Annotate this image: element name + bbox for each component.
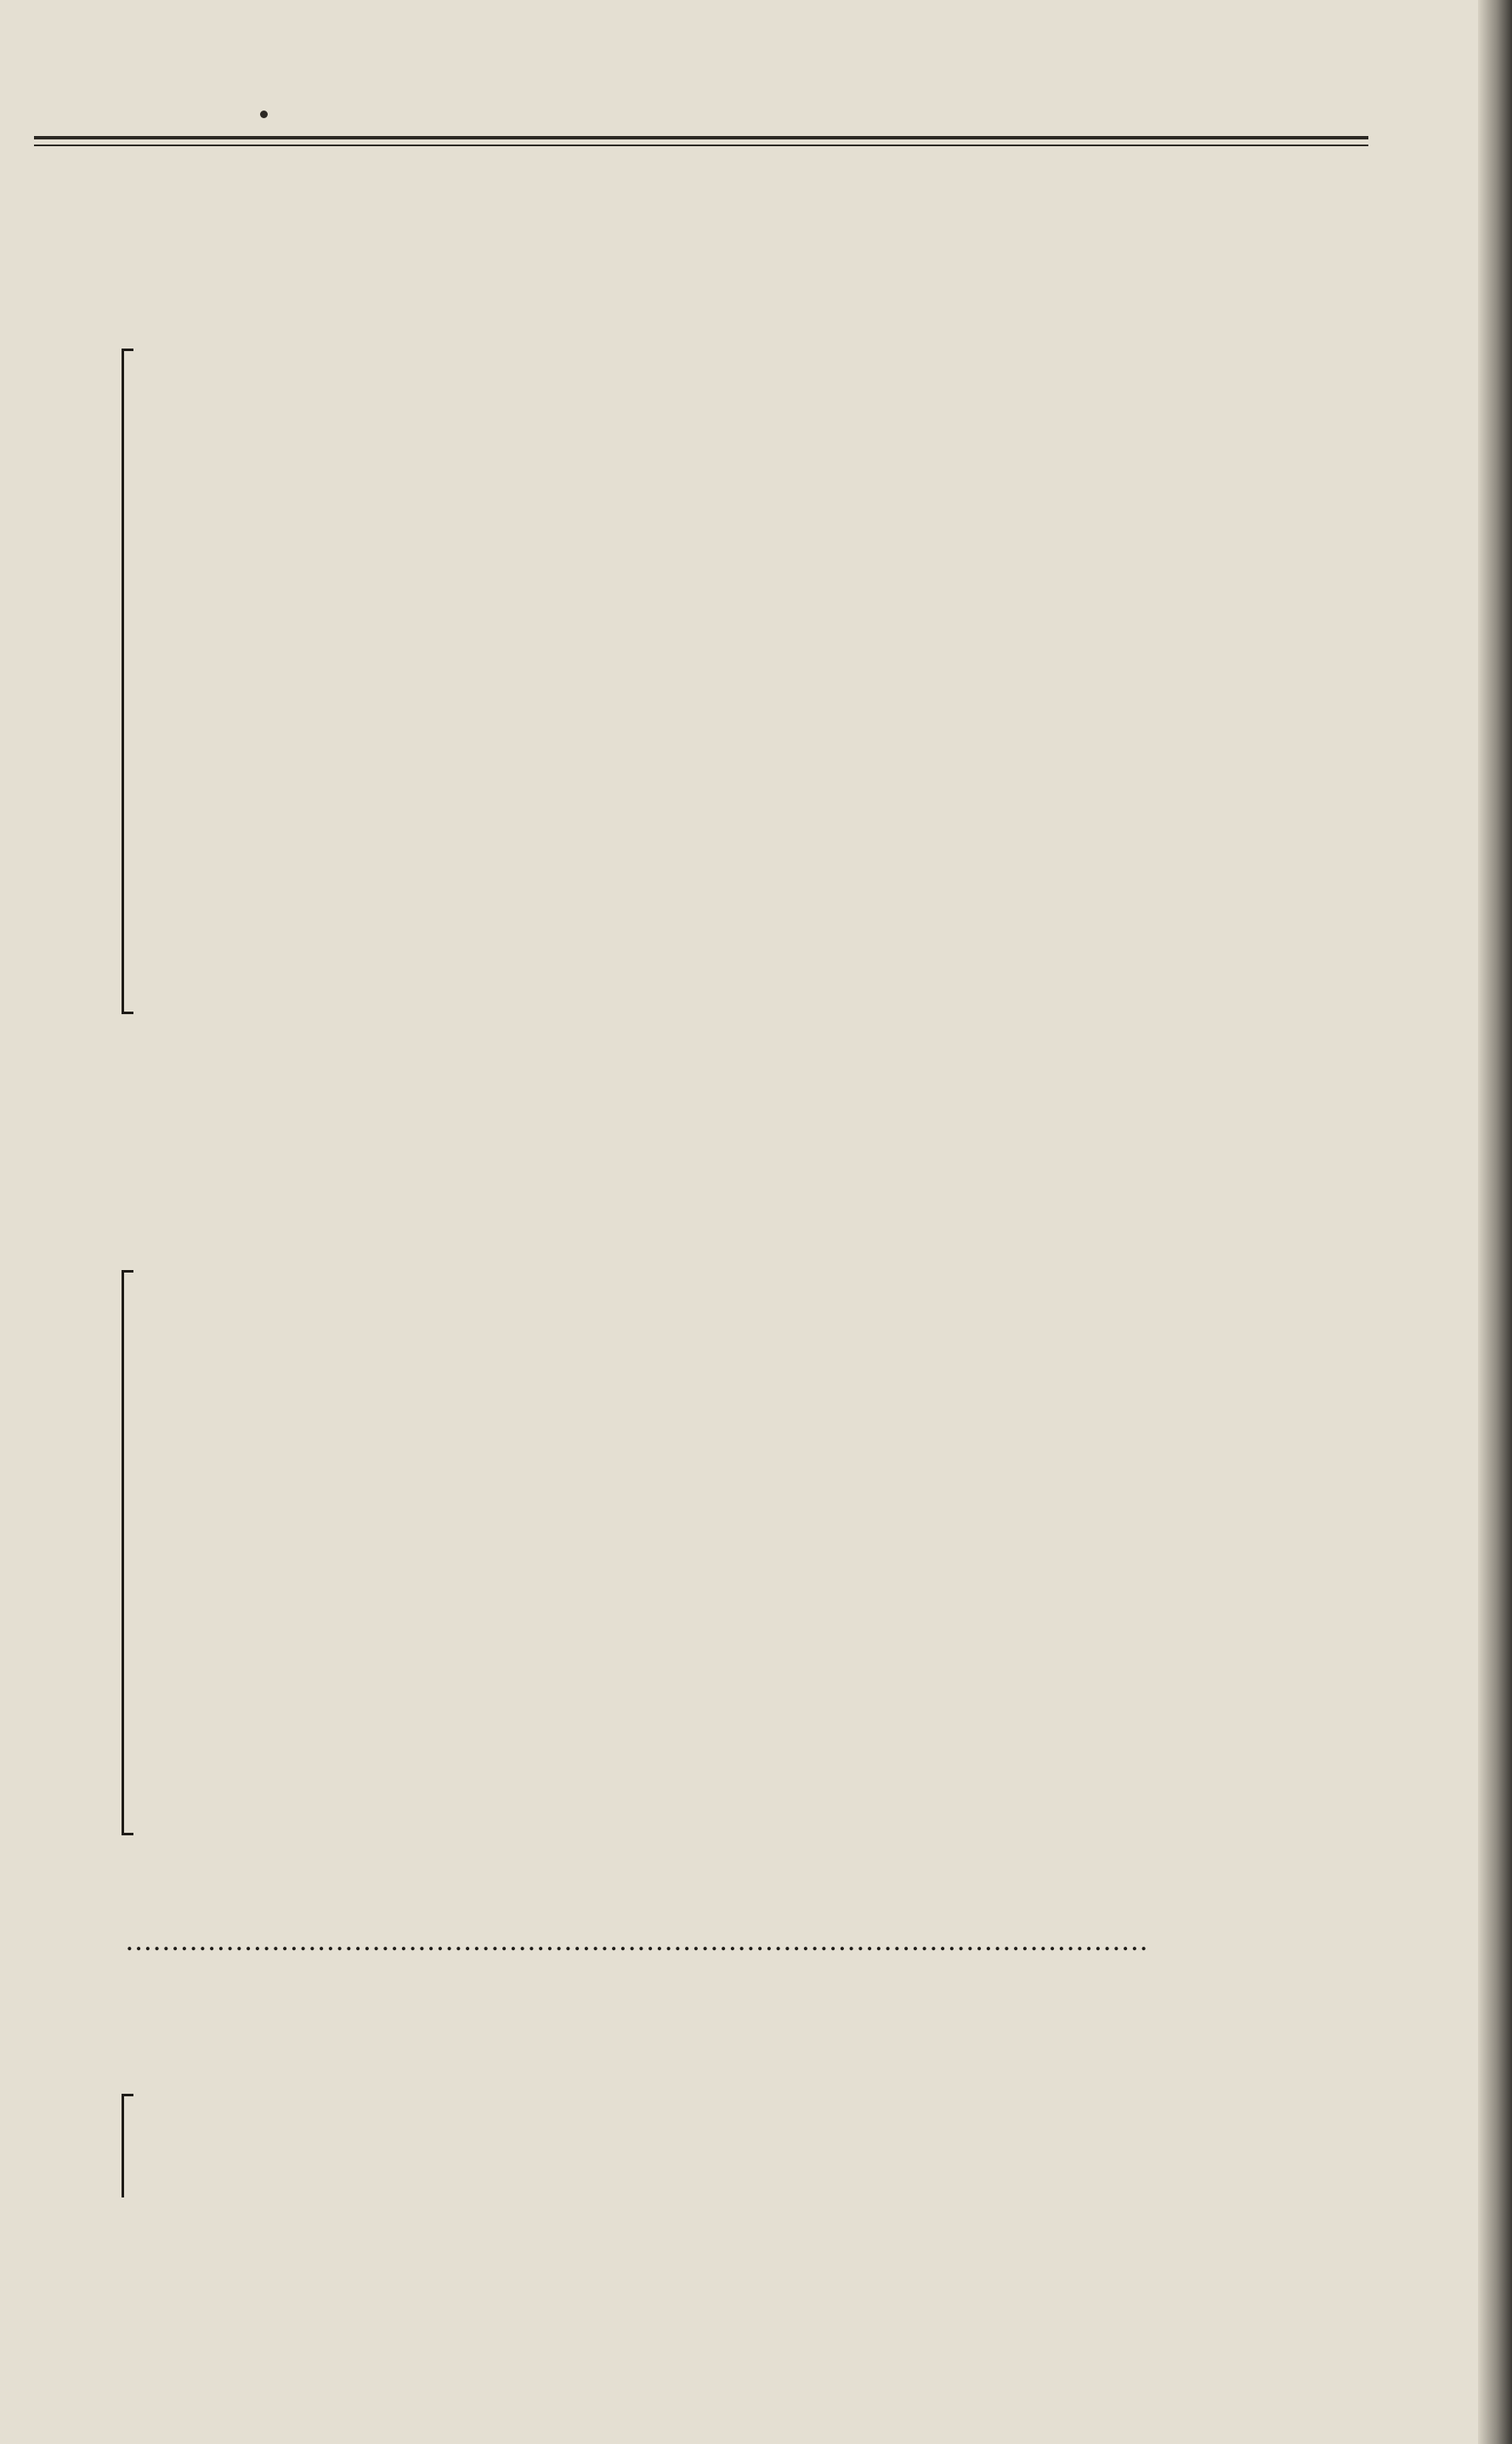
brace-line xyxy=(122,350,124,1013)
brace-bottom xyxy=(122,1012,133,1014)
brace-top xyxy=(122,2094,133,2096)
assurances-row xyxy=(0,1922,1411,1959)
brace-bottom xyxy=(122,1833,133,1835)
header-rule xyxy=(34,136,1368,139)
header-rule-thin xyxy=(34,145,1368,146)
brace-top xyxy=(122,349,133,351)
brace-line xyxy=(122,2095,124,2197)
ink-dot xyxy=(260,111,268,118)
page-edge-shadow xyxy=(1478,0,1512,2444)
brace-line xyxy=(122,1272,124,1834)
brace-top xyxy=(122,1270,133,1273)
row-label xyxy=(126,1922,1146,1959)
